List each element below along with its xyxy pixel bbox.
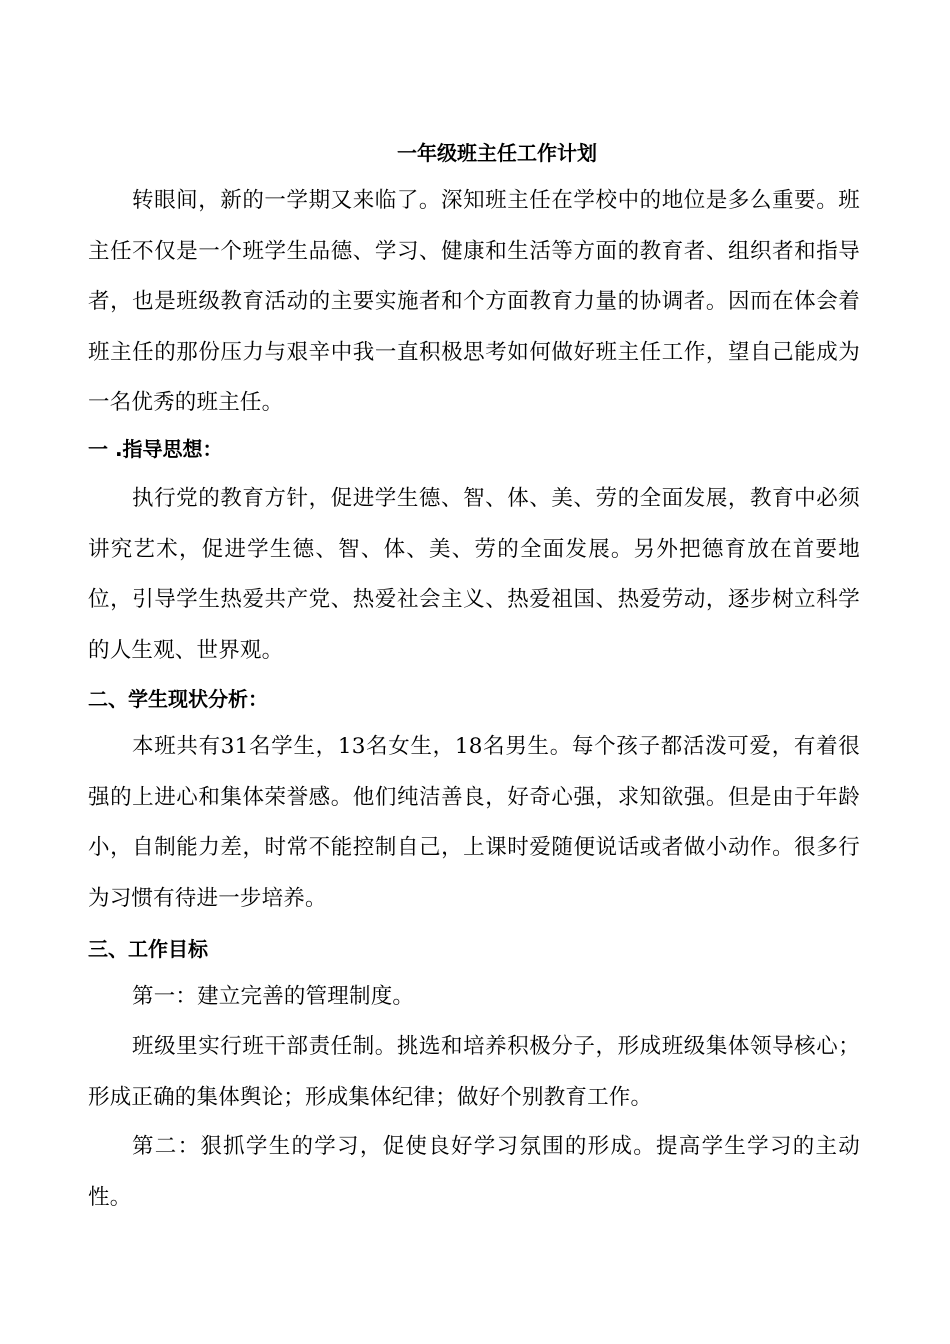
work-goal-item: 班级里实行班干部责任制。挑选和培养积极分子，形成班级集体领导核心；形成正确的集体舆论；形成集体纪律；做好个别教育工作。 [88,1034,860,1110]
work-goal-item: 第一：建立完善的管理制度。 [132,984,415,1009]
section-heading-guiding-ideology: 一 .指导思想： [88,437,223,461]
work-goal-item: 第二：狠抓学生的学习，促使良好学习氛围的形成。提高学生学习的主动性。 [88,1134,860,1210]
student-analysis-paragraph: 本班共有31名学生，13名女生，18名男生。每个孩子都活泼可爱，有着很强的上进心和集体荣誉感。他们纯洁善良，好奇心强，求知欲强。但是由于年龄小，自制能力差，时常不能控制自己，上课时爱随便说话或者做小动作。很多行为习惯有待进一步培养。 [88,734,860,911]
section-heading-work-goals: 三、工作目标 [88,937,208,961]
guiding-ideology-paragraph: 执行党的教育方针，促进学生德、智、体、美、劳的全面发展，教育中必须讲究艺术，促进学生德、智、体、美、劳的全面发展。另外把德育放在首要地位，引导学生热爱共产党、热爱社会主义、热爱祖国、热爱劳动，逐步树立科学的人生观、世界观。 [88,486,860,663]
section-heading-student-analysis: 二、学生现状分析： [88,687,268,711]
intro-paragraph: 转眼间，新的一学期又来临了。深知班主任在学校中的地位是多么重要。班主任不仅是一个班学生品德、学习、健康和生活等方面的教育者、组织者和指导者，也是班级教育活动的主要实施者和个方面教育力量的协调者。因而在体会着班主任的那份压力与艰辛中我一直积极思考如何做好班主任工作，望自己能成为一名优秀的班主任。 [88,188,860,415]
document-title: 一年级班主任工作计划 [397,141,597,165]
